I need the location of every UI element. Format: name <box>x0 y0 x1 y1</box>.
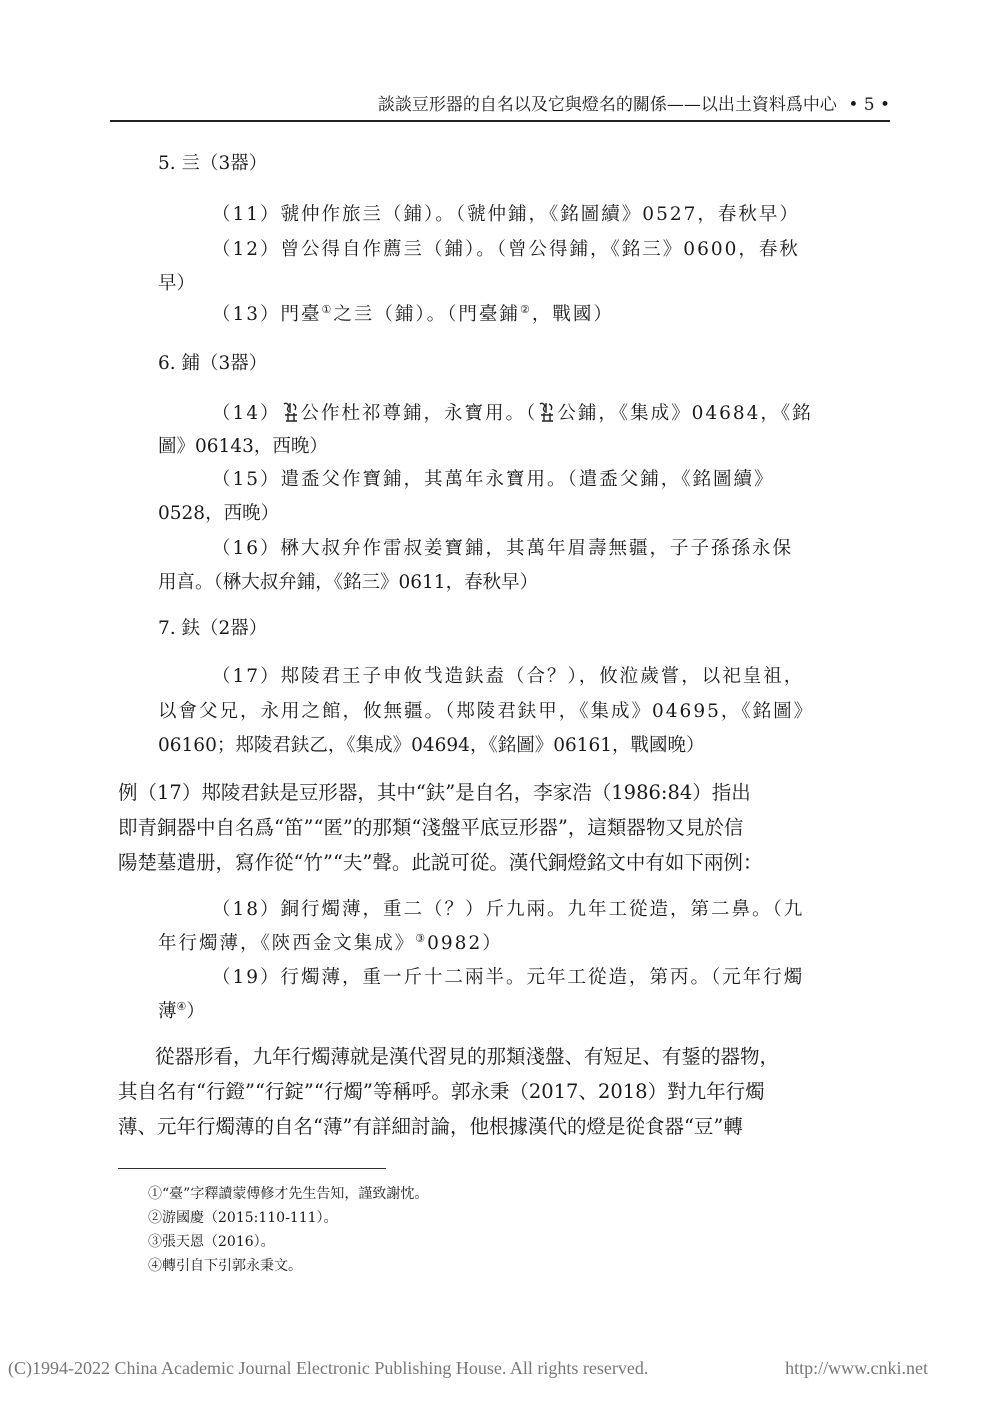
footnote-divider <box>118 1168 386 1169</box>
example-17-line2: 以會父兄，永用之館，攸無疆。（䢼陵君鈇甲，《集成》04695，《銘圖》 <box>158 701 815 722</box>
example-18-part1: 年行燭薄，《陝西金文集成》 <box>158 933 416 954</box>
footnote-ref-3: ③ <box>415 931 428 945</box>
section-heading-7: 7. 鈇（2器） <box>158 618 268 639</box>
page-number: • 5 • <box>848 95 890 115</box>
footnote-ref-4: ④ <box>176 999 187 1013</box>
example-14-part2: 公作杜祁尊鋪，永寶用。（ <box>300 403 538 424</box>
example-17-line3: 06160；䢼陵君鈇乙，《集成》04694，《銘圖》06161，戰國晚） <box>158 735 705 756</box>
example-17-line1: （17）䢼陵君王子申攸𢦏造鈇盍（合？），攸涖歲嘗，以祀皇祖， <box>212 666 805 687</box>
section-heading-6: 6. 鋪（3器） <box>158 353 268 374</box>
copyright-bar <box>8 1358 990 1379</box>
example-19-part2: ） <box>186 1001 205 1022</box>
example-15-line2: 0528，西晚） <box>158 503 280 524</box>
footnote-4: ④轉引自下引郭永秉文。 <box>148 1258 302 1274</box>
footnote-ref-1: ① <box>321 302 334 316</box>
paragraph-2-line1: 從器形看，九年行燭薄就是漢代習見的那類淺盤、有短足、有鋬的器物， <box>155 1045 780 1068</box>
example-14-line1 <box>212 400 813 426</box>
archaic-character-icon <box>537 400 557 424</box>
example-15-line1: （15）遣盉父作寶鋪，其萬年永寶用。（遣盉父鋪，《銘圖續》 <box>212 469 775 490</box>
paragraph-1-line1: 例（17）䢼陵君鈇是豆形器，其中“鈇”是自名，李家浩（1986:84）指出 <box>118 781 751 804</box>
example-19-line2 <box>158 1000 205 1024</box>
footnote-1: ①“臺”字釋讀蒙傅修才先生告知，謹致謝忱。 <box>148 1186 429 1202</box>
paragraph-1-line3: 陽楚墓遣册，寫作從“竹”“夫”聲。此説可從。漢代銅燈銘文中有如下兩例： <box>118 851 763 874</box>
cnki-link[interactable]: http://www.cnki.net <box>785 1358 928 1378</box>
example-18-line2 <box>158 932 503 956</box>
section-heading-5: 5. 亖（3器） <box>158 153 268 174</box>
example-19-part1: 薄 <box>158 1001 177 1022</box>
footnote-3: ③張天恩（2016）。 <box>148 1234 275 1250</box>
example-13-part1: （13）門臺 <box>212 304 322 325</box>
example-14-part3: 公鋪，《集成》04684，《銘 <box>557 403 813 424</box>
example-13-part3: ，戰國） <box>531 304 614 325</box>
paragraph-1-line2: 即青銅器中自名爲“笛”“匿”的那類“淺盤平底豆形器”，這類器物又見於信 <box>118 816 744 839</box>
example-18-line1: （18）銅行燭薄，重二（？）斤九兩。九年工從造，第二鼻。（九 <box>212 899 805 920</box>
footnote-2: ②游國慶（2015:110-111）。 <box>148 1210 338 1226</box>
archaic-character-icon <box>281 400 301 424</box>
paragraph-2-line2: 其自名有“行鐙”“行錠”“行燭”等稱呼。郭永秉（2017、2018）對九年行燭 <box>118 1080 765 1103</box>
example-13 <box>212 303 614 327</box>
example-13-part2: 之亖（鋪）。（門臺鋪 <box>333 304 520 325</box>
copyright-text: (C)1994-2022 China Academic Journal Electronic Publishing House. All rights reserved. <box>8 1358 649 1378</box>
example-14-line2: 圖》06143，西晚） <box>158 436 328 457</box>
footnote-ref-2: ② <box>519 302 532 316</box>
example-19-line1: （19）行燭薄，重一斤十二兩半。元年工從造，第丙。（元年行燭 <box>212 967 805 988</box>
example-16-line1: （16）楙大叔弁作雷叔姜寶鋪，其萬年眉壽無疆，子子孫孫永保 <box>212 538 794 559</box>
example-12-line1: （12）曾公得自作薦亖（鋪）。（曾公得鋪，《銘三》0600，春秋 <box>212 239 800 260</box>
running-head <box>110 90 890 122</box>
example-14-part1: （14） <box>212 403 281 424</box>
running-head-title: 談談豆形器的自名以及它與燈名的關係——以出土資料爲中心 <box>377 95 837 115</box>
example-16-line2: 用亯。（楙大叔弁鋪，《銘三》0611，春秋早） <box>158 572 539 593</box>
example-18-part2: 0982） <box>427 933 503 954</box>
example-11: （11）虢仲作旅亖（鋪）。（虢仲鋪，《銘圖續》0527，春秋早） <box>212 204 800 225</box>
paragraph-2-line3: 薄、元年行燭薄的自名“薄”有詳細討論，他根據漢代的燈是從食器“豆”轉 <box>118 1115 743 1138</box>
example-12-line2: 早） <box>158 273 196 294</box>
